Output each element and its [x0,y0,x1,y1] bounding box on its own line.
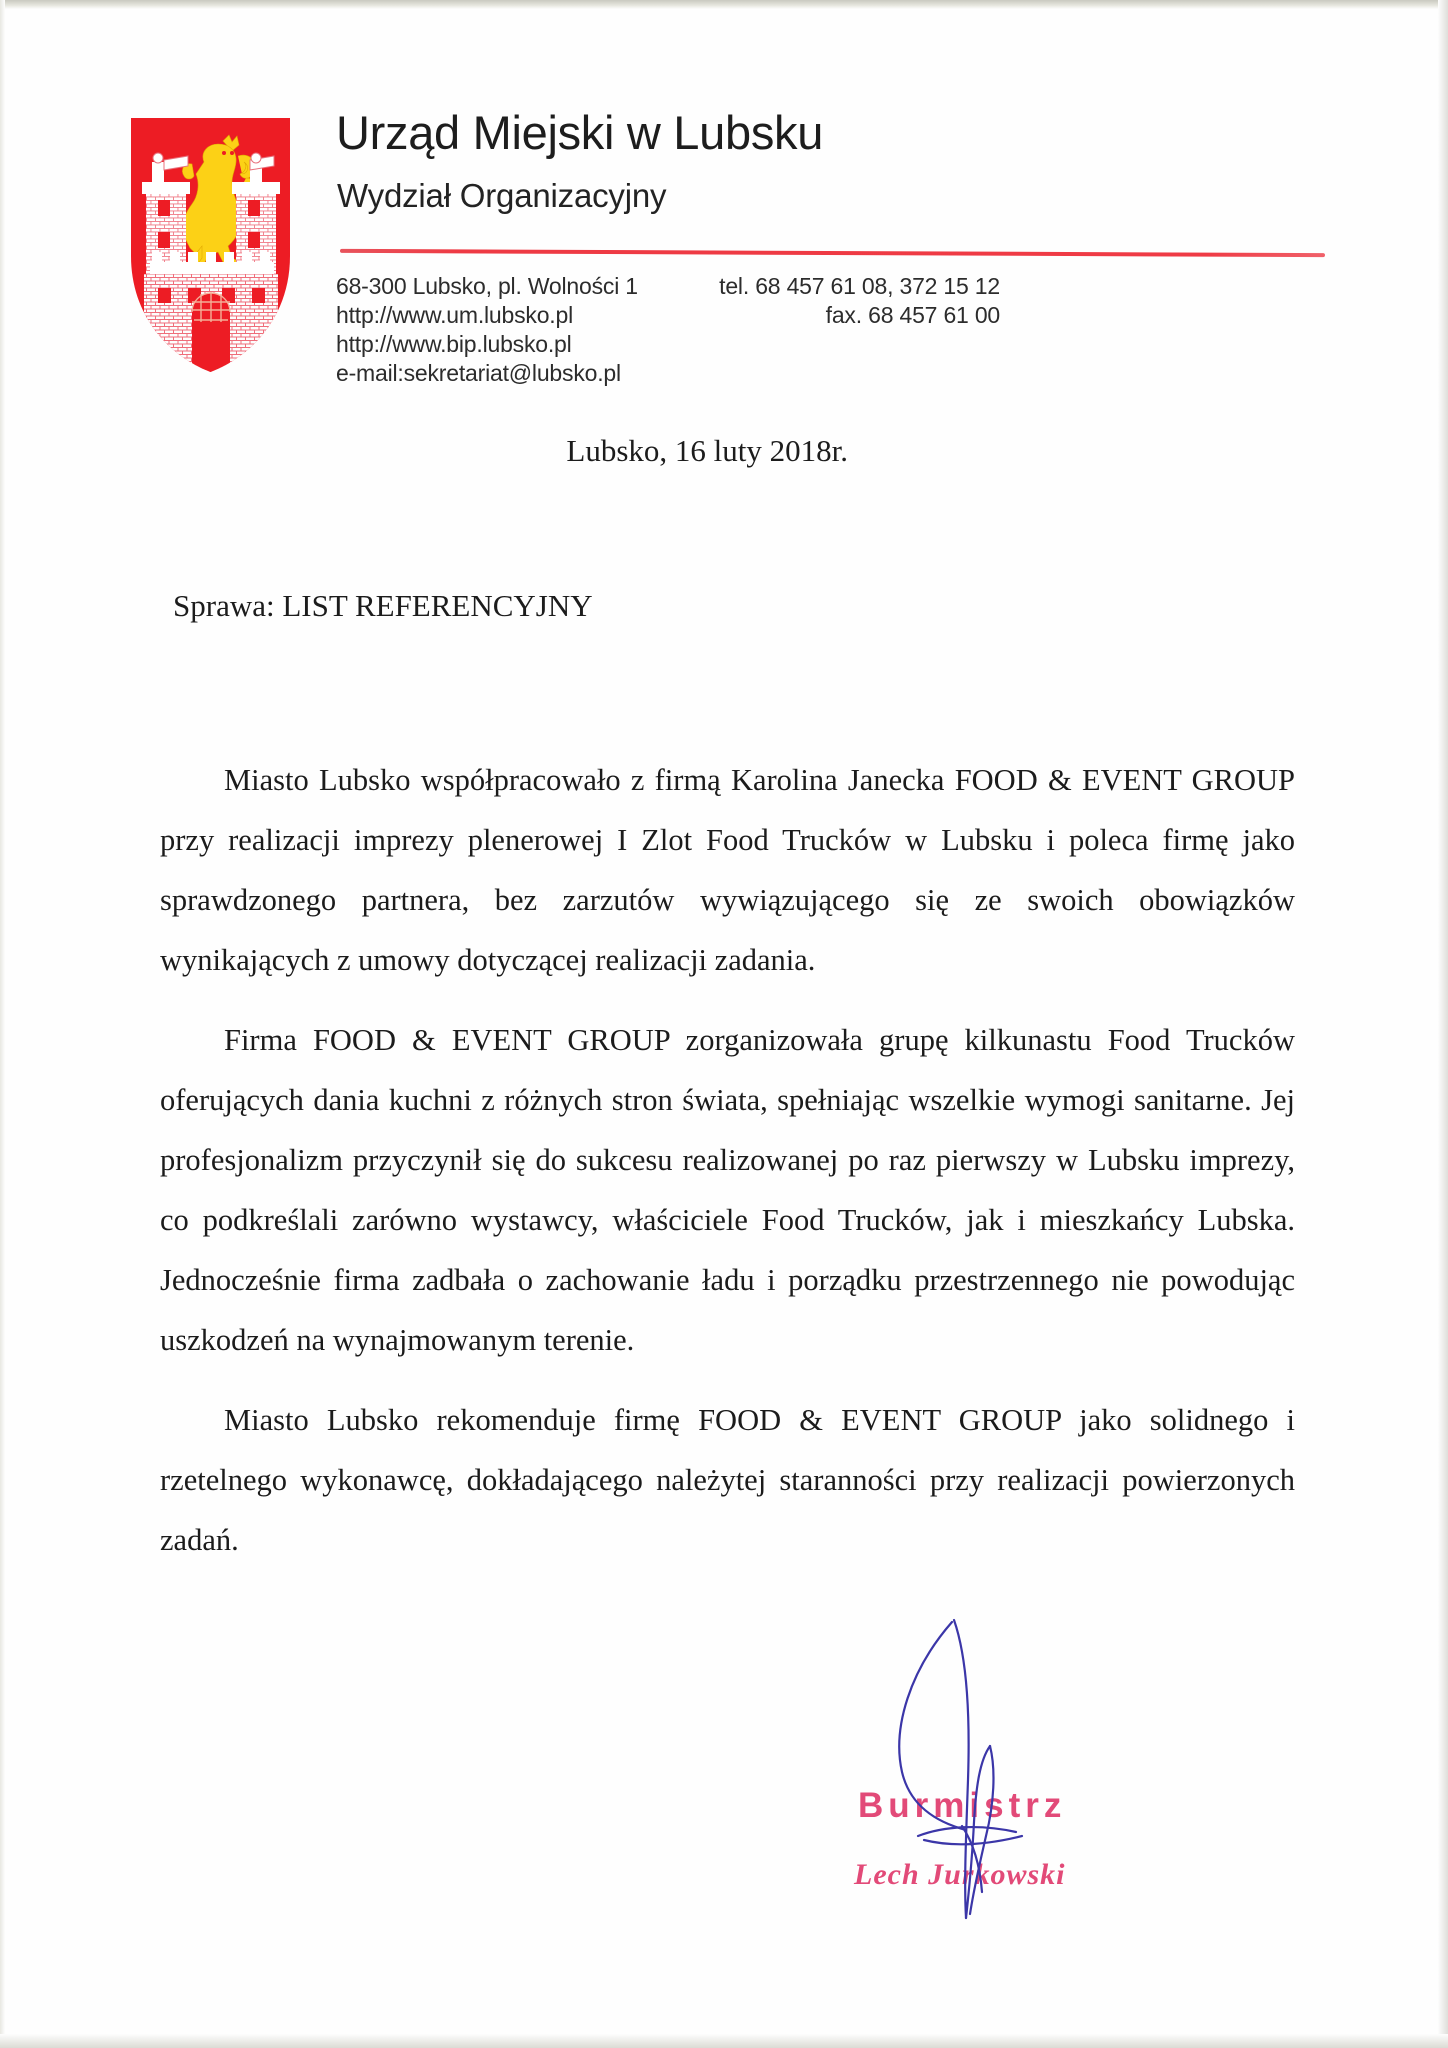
contact-phone-block [719,272,1000,330]
scan-edge-bottom [0,2034,1448,2048]
contact-address-block [336,272,638,388]
organization-title: Urząd Miejski w Lubsku [336,106,824,159]
stamp-title-text: Burmistrz [858,1786,1067,1825]
signature-block [840,1600,1200,1960]
letterhead-divider [340,249,1325,257]
stamp-name-text: Lech Jurkowski [854,1858,1066,1891]
paragraph: Miasto Lubsko współpracowało z firmą Karolina Janecka FOOD & EVENT GROUP przy realizacji imprezy plenerowej I Zlot Food Trucków w Lubsku i poleca firmę jako sprawdzonego partnera, bez zarzutów wywiązującego się ze swoich obowiązków wynikających z umowy dotyczącej realizacji zadania. [160,763,1295,977]
subject-line: Sprawa: LIST REFERENCYJNY [173,588,593,623]
scan-edge-right [1438,0,1448,2048]
address-line: 68-300 Lubsko, pl. Wolności 1 [336,273,638,299]
paragraph: Firma FOOD & EVENT GROUP zorganizowała grupę kilkunastu Food Trucków oferujących dania kuchni z różnych stron świata, spełniając wszelkie wymogi sanitarne. Jej profesjonalizm przyczynił się do sukcesu realizowanej po raz pierwszy w Lubsku imprezy, co podkreślali zarówno wystawcy, właściciele Food Trucków, jak i mieszkańcy Lubska. Jednocześnie firma zadbała o zachowanie ładu i porządku przestrzennego nie powodując uszkodzeń na wynajmowanym terenie. [160,1023,1295,1357]
website-um-link[interactable]: http://www.um.lubsko.pl [336,302,574,328]
date-line: Lubsko, 16 luty 2018r. [566,433,848,468]
scan-edge-top [0,0,1448,9]
paragraph: Miasto Lubsko rekomenduje firmę FOOD & EVENT GROUP jako solidnego i rzetelnego wykonawcę, dokładającego należytej staranności przy realizacji powierzonych zadań. [160,1403,1295,1557]
fax-line: fax. 68 457 61 00 [825,302,1000,328]
telephone-line: tel. 68 457 61 08, 372 15 12 [719,273,1000,299]
handwritten-signature [840,1600,1200,1960]
website-bip-link[interactable]: http://www.bip.lubsko.pl [336,331,572,357]
scan-edge-left [0,0,5,2048]
letter-body [160,750,1295,1590]
email-link[interactable]: e-mail:sekretariat@lubsko.pl [336,360,621,386]
organization-department: Wydział Organizacyjny [337,177,667,214]
coat-of-arms-icon [128,116,293,374]
